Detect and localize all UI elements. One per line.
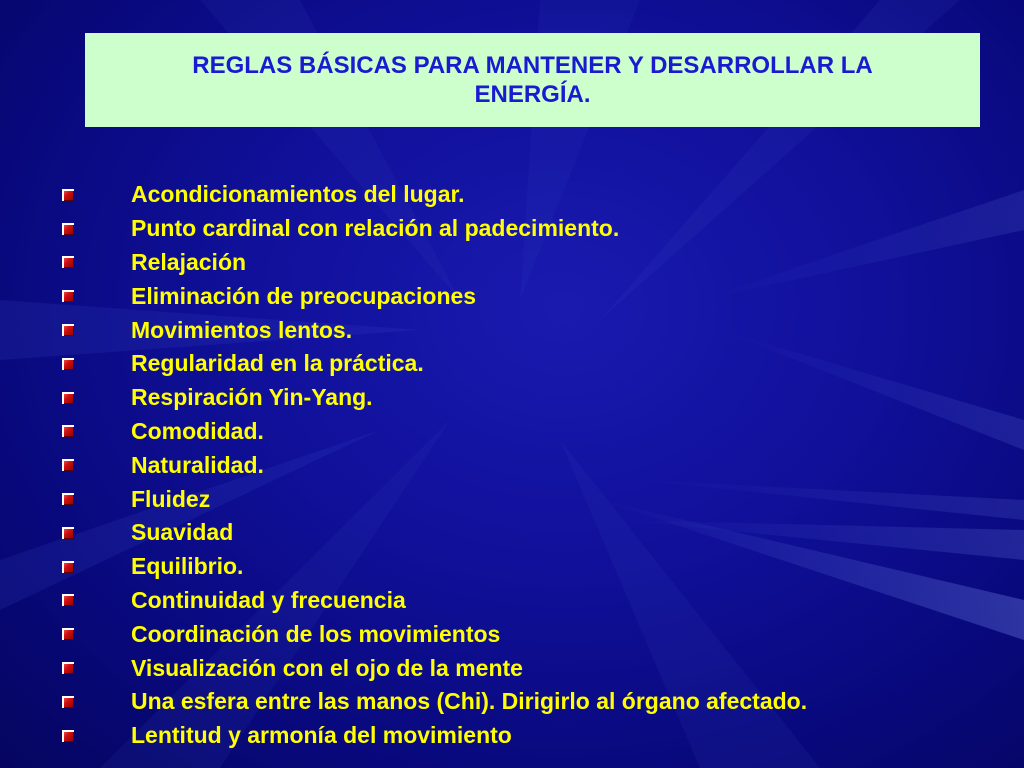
- title-box: [85, 33, 980, 127]
- bullet-icon: [62, 358, 74, 370]
- list-item-text: Acondicionamientos del lugar.: [131, 181, 465, 208]
- list-item-text: Una esfera entre las manos (Chi). Dirigirlo al órgano afectado.: [131, 688, 808, 715]
- list-item-text: Naturalidad.: [131, 451, 264, 478]
- list-item-text: Movimientos lentos.: [131, 316, 353, 343]
- list-item-text: Fluidez: [131, 485, 211, 512]
- list-item-text: Lentitud y armonía del movimiento: [131, 722, 512, 749]
- bullet-icon: [62, 324, 74, 336]
- bullet-icon: [62, 594, 74, 606]
- bullet-icon: [62, 628, 74, 640]
- bullet-icon: [62, 425, 74, 437]
- bullet-icon: [62, 527, 74, 539]
- list-item-text: Continuidad y frecuencia: [131, 586, 406, 613]
- bullet-icon: [62, 459, 74, 471]
- list-item-text: Relajación: [131, 248, 247, 275]
- list-item-text: Eliminación de preocupaciones: [131, 282, 477, 309]
- bullet-icon: [62, 730, 74, 742]
- list-item-text: Visualización con el ojo de la mente: [131, 654, 523, 681]
- list-item-text: Equilibrio.: [131, 553, 244, 580]
- list-item-text: Respiración Yin-Yang.: [131, 384, 373, 411]
- title-line-1: REGLAS BÁSICAS PARA MANTENER Y DESARROLLAR LA: [192, 52, 873, 79]
- bullet-icon: [62, 256, 74, 268]
- page-title: [192, 51, 872, 109]
- list-item-text: Coordinación de los movimientos: [131, 620, 501, 647]
- list-item-text: Comodidad.: [131, 417, 264, 444]
- bullet-icon: [62, 290, 74, 302]
- bullet-icon: [62, 662, 74, 674]
- bullet-icon: [62, 493, 74, 505]
- list-item-text: Regularidad en la práctica.: [131, 350, 424, 377]
- bullet-icon: [62, 696, 74, 708]
- bullet-icon: [62, 189, 74, 201]
- bullet-icon: [62, 561, 74, 573]
- title-line-2: ENERGÍA.: [474, 81, 591, 108]
- bullet-icon: [62, 223, 74, 235]
- list-item-text: Suavidad: [131, 519, 234, 546]
- list-item-text: Punto cardinal con relación al padecimiento.: [131, 215, 620, 242]
- bullet-icon: [62, 392, 74, 404]
